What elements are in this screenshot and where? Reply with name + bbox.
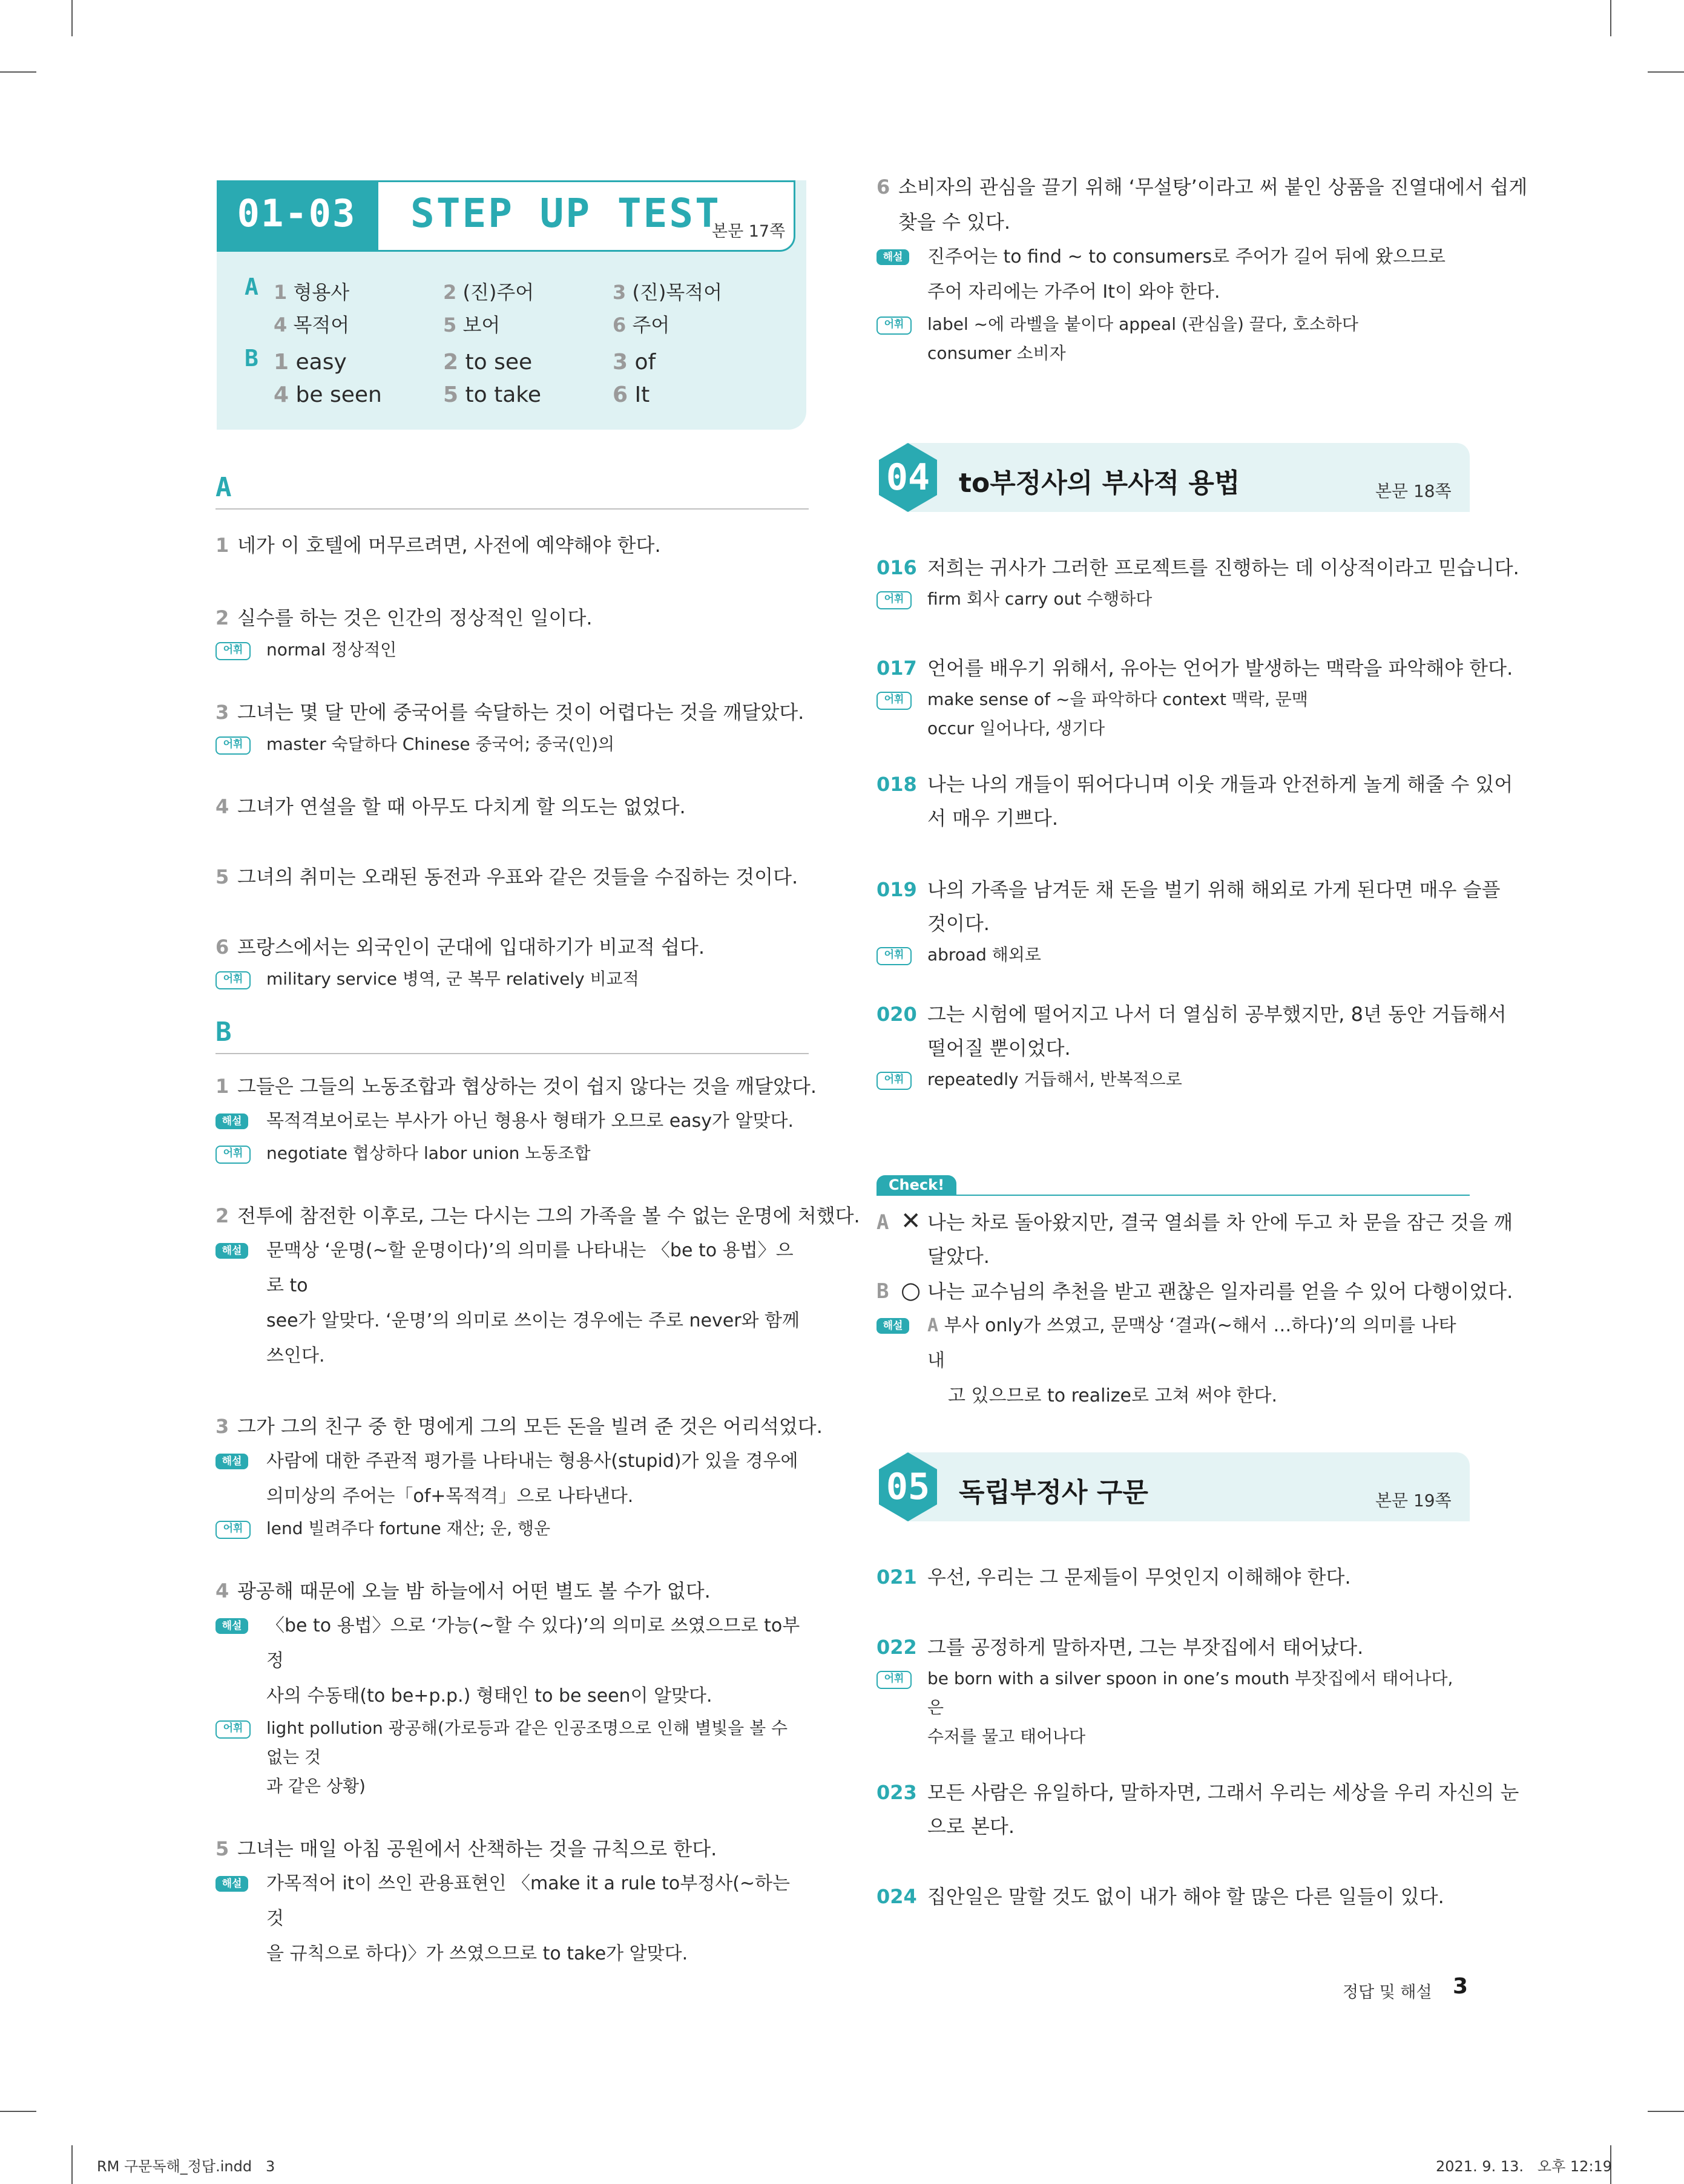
explanation-row: 해설 진주어는 to find ~ to consumers로 주어가 길어 뒤에 왔으므로	[877, 240, 1470, 275]
chapter-banner	[877, 442, 1470, 513]
crop-mark	[0, 2111, 36, 2112]
chapter-title: 독립부정사 구문	[959, 1477, 1148, 1508]
vocab-row: 어휘 normal 정상적인	[215, 635, 809, 664]
vocab-row: 어휘 label ~에 라벨을 붙이다 appeal (관심을) 끌다, 호소하다	[877, 310, 1470, 339]
explanation-row: 해설 가목적어 it이 쓰인 관용표현인 〈make it a rule to부정사(~하는 것	[215, 1866, 809, 1936]
question-continued: 떨어질 뿐이었다.	[927, 1037, 1071, 1060]
explanation-tag: 해설	[215, 1243, 248, 1259]
list-item: 6 소비자의 관심을 끌기 위해 ‘무설탕’이라고 써 붙인 상품을 진열대에서 쉽게	[877, 175, 1528, 198]
vocab-tag: 어휘	[215, 1720, 251, 1739]
answer-grid-b: 1 easy 2 to see 3 of 4 be seen 5 to take 6 It	[274, 350, 656, 407]
vocab-tag: 어휘	[877, 316, 912, 335]
chapter-04-items	[877, 551, 1519, 1094]
explanation-row: 해설 문맥상 ‘운명(~할 운명이다)’의 의미를 나타내는 〈be to 용법〉으로 to	[215, 1233, 809, 1304]
unit-code: 01-03	[237, 191, 357, 235]
question: 024 집안일은 말할 것도 없이 내가 해야 할 많은 다른 일들이 있다.	[877, 1885, 1444, 1908]
explanation-row: 해설 A 부사 only가 쓰였고, 문맥상 ‘결과(~해서 …하다)’의 의미를 나타내	[877, 1308, 1470, 1379]
explanation-line: 쓰인다.	[266, 1345, 325, 1366]
vocab-line: consumer 소비자	[927, 343, 1066, 363]
vocab-tag: 어휘	[215, 1521, 251, 1539]
answer-section-label: B	[245, 345, 258, 372]
section-a-heading: A	[215, 472, 232, 503]
vocab-row: 어휘 firm 회사 carry out 수행하다	[877, 585, 1470, 614]
question-continued: 으로 본다.	[927, 1815, 1015, 1838]
list-item: 5 그녀의 취미는 오래된 동전과 우표와 같은 것들을 수집하는 것이다.	[215, 865, 798, 888]
list-item: 3 그가 그의 친구 중 한 명에게 그의 모든 돈을 빌려 준 것은 어리석었다.	[215, 1415, 823, 1438]
vocab-row: 어휘 abroad 해외로	[877, 940, 1470, 969]
list-item: 2 실수를 하는 것은 인간의 정상적인 일이다.	[215, 606, 593, 629]
crop-mark	[1610, 0, 1611, 36]
question: 017 언어를 배우기 위해서, 유아는 언어가 발생하는 맥락을 파악해야 한다.	[877, 657, 1513, 680]
vocab-row: 어휘 negotiate 협상하다 labor union 노동조합	[215, 1139, 809, 1168]
chapter-number: 04	[886, 456, 930, 499]
explanation-tag: 해설	[215, 1113, 248, 1129]
explanation-line: 사의 수동태(to be+p.p.) 형태인 to be seen이 알맞다.	[266, 1685, 712, 1707]
check-section	[877, 1174, 1513, 1414]
chapter-number: 05	[886, 1466, 930, 1508]
check-label: Check!	[877, 1175, 956, 1195]
vocab-tag: 어휘	[877, 591, 912, 609]
explanation-tag: 해설	[215, 1618, 248, 1634]
vocab-row: 어휘 light pollution 광공해(가로등과 같은 인공조명으로 인해 별빛을 볼 수 없는 것	[215, 1714, 809, 1772]
question: 018 나는 나의 개들이 뛰어다니며 이웃 개들과 안전하게 놀게 해줄 수 있어	[877, 773, 1513, 796]
page-ref: 본문 17쪽	[712, 222, 786, 241]
vocab-row: 어휘 be born with a silver spoon in one’s mouth 부잣집에서 태어나다, 은	[877, 1664, 1470, 1722]
explanation-line: 고 있으므로 to realize로 고쳐 써야 한다.	[948, 1385, 1278, 1406]
check-answer-b: B ○ 나는 교수님의 추천을 받고 괜찮은 일자리를 얻을 수 있어 다행이었다.	[877, 1277, 1513, 1304]
vocab-row: 어휘 military service 병역, 군 복무 relatively 비교적	[215, 965, 809, 994]
answer-section-label: A	[245, 274, 258, 300]
explanation-line: 을 규칙으로 하다)〉가 쓰였으므로 to take가 알맞다.	[266, 1943, 688, 1964]
crop-mark	[1648, 71, 1684, 73]
vocab-tag: 어휘	[877, 1671, 912, 1689]
vocab-line: 과 같은 상황)	[266, 1776, 366, 1796]
vocab-tag: 어휘	[215, 1146, 251, 1164]
question-continued: 것이다.	[927, 912, 990, 935]
list-item: 4 광공해 때문에 오늘 밤 하늘에서 어떤 별도 볼 수가 없다.	[215, 1579, 711, 1602]
answer-box	[217, 180, 806, 430]
answer-grid-a: 1 형용사 2 (진)주어 3 (진)목적어 4 목적어 5 보어 6 주어	[274, 281, 723, 336]
slug-file: RM 구문독해_정답.indd 3	[97, 2158, 275, 2175]
right-column	[877, 169, 1528, 368]
question-continued: 서 매우 기쁘다.	[927, 807, 1058, 830]
chapter-page-ref: 본문 18쪽	[1375, 481, 1452, 501]
explanation-row: 해설 〈be to 용법〉으로 ‘가능(~할 수 있다)’의 의미로 쓰였으므로 to부정	[215, 1608, 809, 1679]
question: 020 그는 시험에 떨어지고 나서 더 열심히 공부했지만, 8년 동안 거듭해서	[877, 1003, 1507, 1026]
explanation-row: 해설 목적격보어로는 부사가 아닌 형용사 형태가 오므로 easy가 알맞다.	[215, 1104, 809, 1139]
list-item: 1 그들은 그들의 노동조합과 협상하는 것이 쉽지 않다는 것을 깨달았다.	[215, 1075, 817, 1098]
chapter-05-items	[877, 1560, 1519, 1913]
list-item: 2 전투에 참전한 이후로, 그는 다시는 그의 가족을 볼 수 없는 운명에 처했다.	[215, 1204, 860, 1227]
vocab-row: 어휘 lend 빌려주다 fortune 재산; 운, 행운	[215, 1514, 809, 1543]
vocab-row: 어휘 master 숙달하다 Chinese 중국어; 중국(인)의	[215, 730, 809, 759]
slug-date: 2021. 9. 13. 오후 12:19	[1436, 2158, 1613, 2175]
explanation-tag: 해설	[877, 249, 909, 265]
vocab-tag: 어휘	[877, 947, 912, 965]
vocab-tag: 어휘	[215, 971, 251, 989]
crop-mark	[71, 0, 73, 36]
explanation-line: 주어 자리에는 가주어 It이 와야 한다.	[927, 281, 1220, 303]
question: 023 모든 사람은 유일하다, 말하자면, 그래서 우리는 세상을 우리 자신의 눈	[877, 1781, 1519, 1804]
vocab-tag: 어휘	[215, 736, 251, 755]
check-answer-continued: 달았다.	[927, 1245, 990, 1268]
vocab-row: 어휘 repeatedly 거듭해서, 반복적으로	[877, 1065, 1470, 1094]
vocab-row: 어휘 make sense of ~을 파악하다 context 맥락, 문맥	[877, 685, 1470, 714]
explanation-row: 해설 사람에 대한 주관적 평가를 나타내는 형용사(stupid)가 있을 경우에	[215, 1444, 809, 1479]
vocab-tag: 어휘	[215, 642, 251, 660]
list-item: 1 네가 이 호텔에 머무르려면, 사전에 예약해야 한다.	[215, 534, 661, 557]
question: 022 그를 공정하게 말하자면, 그는 부잣집에서 태어났다.	[877, 1636, 1364, 1659]
list-item: 6 프랑스에서는 외국인이 군대에 입대하기가 비교적 쉽다.	[215, 936, 705, 959]
left-column	[215, 472, 860, 1972]
explanation-tag: 해설	[877, 1318, 909, 1334]
list-item: 5 그녀는 매일 아침 공원에서 산책하는 것을 규칙으로 한다.	[215, 1837, 717, 1860]
explanation-tag: 해설	[215, 1454, 248, 1469]
footer-label: 정답 및 해설	[1343, 1983, 1432, 2002]
check-answer-a: A ✕ 나는 차로 돌아왔지만, 결국 열쇠를 차 안에 두고 차 문을 잠근 것을 깨	[877, 1207, 1513, 1235]
question: 021 우선, 우리는 그 문제들이 무엇인지 이해해야 한다.	[877, 1566, 1351, 1589]
list-item: 4 그녀가 연설을 할 때 아무도 다치게 할 의도는 없었다.	[215, 795, 686, 818]
crop-mark	[71, 2145, 73, 2184]
list-item: 3 그녀는 몇 달 만에 중국어를 숙달하는 것이 어렵다는 것을 깨달았다.	[215, 701, 804, 724]
crop-mark	[1648, 2111, 1684, 2112]
question: 019 나의 가족을 남겨둔 채 돈을 벌기 위해 해외로 가게 된다면 매우 슬플	[877, 878, 1501, 901]
vocab-line: occur 일어나다, 생기다	[927, 718, 1105, 738]
vocab-line: 수저를 물고 태어나다	[927, 1727, 1086, 1746]
explanation-line: 의미상의 주어는「of+목적격」으로 나타낸다.	[266, 1486, 634, 1507]
question: 016 저희는 귀사가 그러한 프로젝트를 진행하는 데 이상적이라고 믿습니다.	[877, 556, 1519, 579]
explanation-tag: 해설	[215, 1876, 248, 1892]
vocab-tag: 어휘	[877, 1072, 912, 1090]
chapter-title: to부정사의 부사적 용법	[959, 468, 1240, 499]
section-b-heading: B	[215, 1017, 232, 1048]
explanation-line: see가 알맞다. ‘운명’의 의미로 쓰이는 경우에는 주로 never와 함께	[266, 1310, 800, 1331]
box-title: STEP UP TEST	[410, 190, 721, 237]
chapter-banner	[877, 1451, 1470, 1523]
crop-mark	[0, 71, 36, 73]
vocab-tag: 어휘	[877, 692, 912, 710]
chapter-page-ref: 본문 19쪽	[1375, 1490, 1452, 1510]
page-number: 3	[1453, 1974, 1469, 1999]
list-item-continued: 찾을 수 있다.	[898, 211, 1011, 234]
